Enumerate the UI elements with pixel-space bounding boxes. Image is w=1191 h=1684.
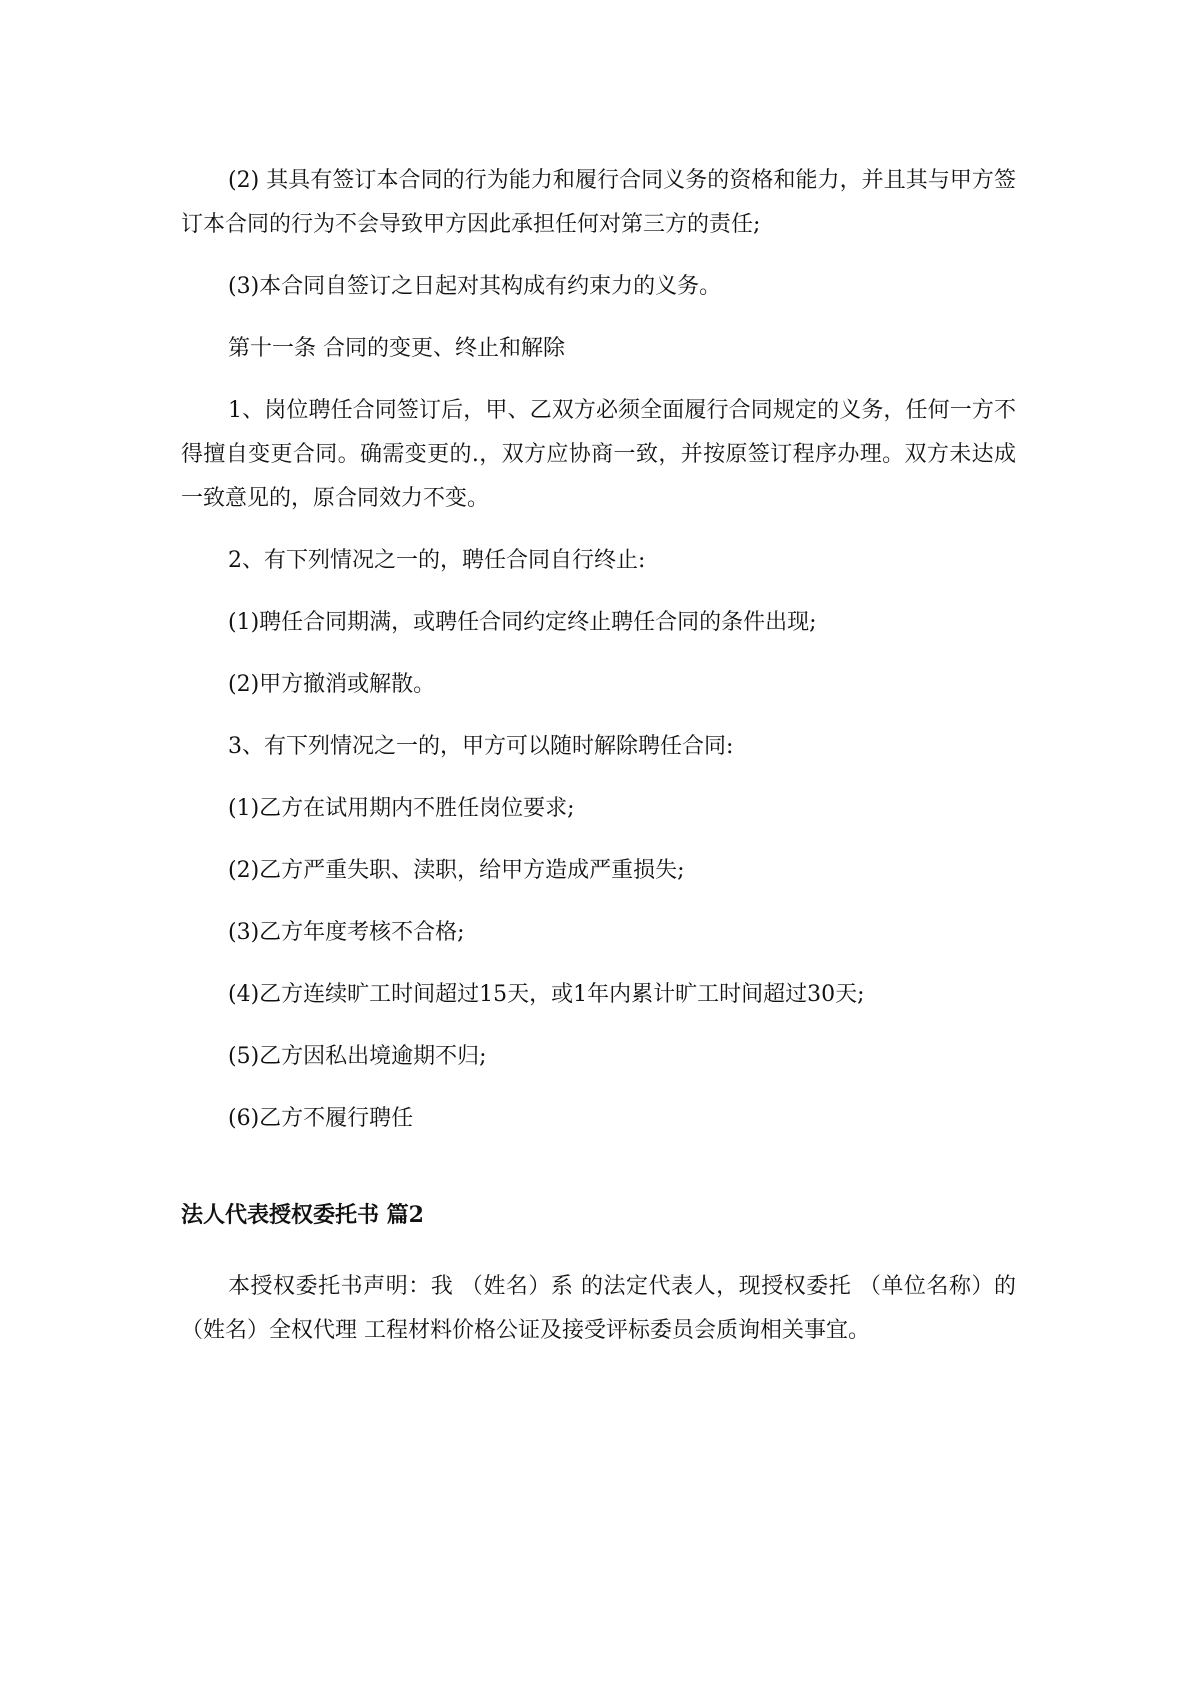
paragraph-item-2-1: (1)聘任合同期满，或聘任合同约定终止聘任合同的条件出现; xyxy=(228,610,817,635)
article-11-title: 第十一条 合同的变更、终止和解除 xyxy=(228,336,565,361)
paragraph-item-1: 1、岗位聘任合同签订后，甲、乙双方必须全面履行合同规定的义务，任何一方不得擅自变更合同。确需变更的.，双方应协商一致，并按原签订程序办理。双方未达成一致意见的，原合同效力不变。 xyxy=(181,398,1016,511)
paragraph-item-3-5: (5)乙方因私出境逾期不归; xyxy=(228,1044,487,1069)
paragraph-clause-2: (2) 其具有签订本合同的行为能力和履行合同义务的资格和能力，并且其与甲方签订本合同的行为不会导致甲方因此承担任何对第三方的责任; xyxy=(181,168,1016,237)
paragraph-authorization: 本授权委托书声明：我 （姓名）系 的法定代表人，现授权委托 （单位名称）的 （姓名）全权代理 工程材料价格公证及接受评标委员会质询相关事宜。 xyxy=(181,1274,1016,1343)
paragraph-item-3-4: (4)乙方连续旷工时间超过15天，或1年内累计旷工时间超过30天; xyxy=(228,982,865,1007)
paragraph-item-2-2: (2)甲方撤消或解散。 xyxy=(228,672,436,697)
paragraph-item-2: 2、有下列情况之一的，聘任合同自行终止: xyxy=(228,548,646,573)
paragraph-item-3-2: (2)乙方严重失职、渎职，给甲方造成严重损失; xyxy=(228,858,685,883)
paragraph-item-3: 3、有下列情况之一的，甲方可以随时解除聘任合同: xyxy=(228,734,734,759)
paragraph-item-3-1: (1)乙方在试用期内不胜任岗位要求; xyxy=(228,796,575,821)
document-body xyxy=(181,159,1016,1371)
paragraph-item-3-3: (3)乙方年度考核不合格; xyxy=(228,920,465,945)
section-heading: 法人代表授权委托书 篇2 xyxy=(181,1202,424,1228)
paragraph-clause-3: (3)本合同自签订之日起对其构成有约束力的义务。 xyxy=(228,274,722,299)
paragraph-item-3-6: (6)乙方不履行聘任 xyxy=(228,1106,414,1131)
